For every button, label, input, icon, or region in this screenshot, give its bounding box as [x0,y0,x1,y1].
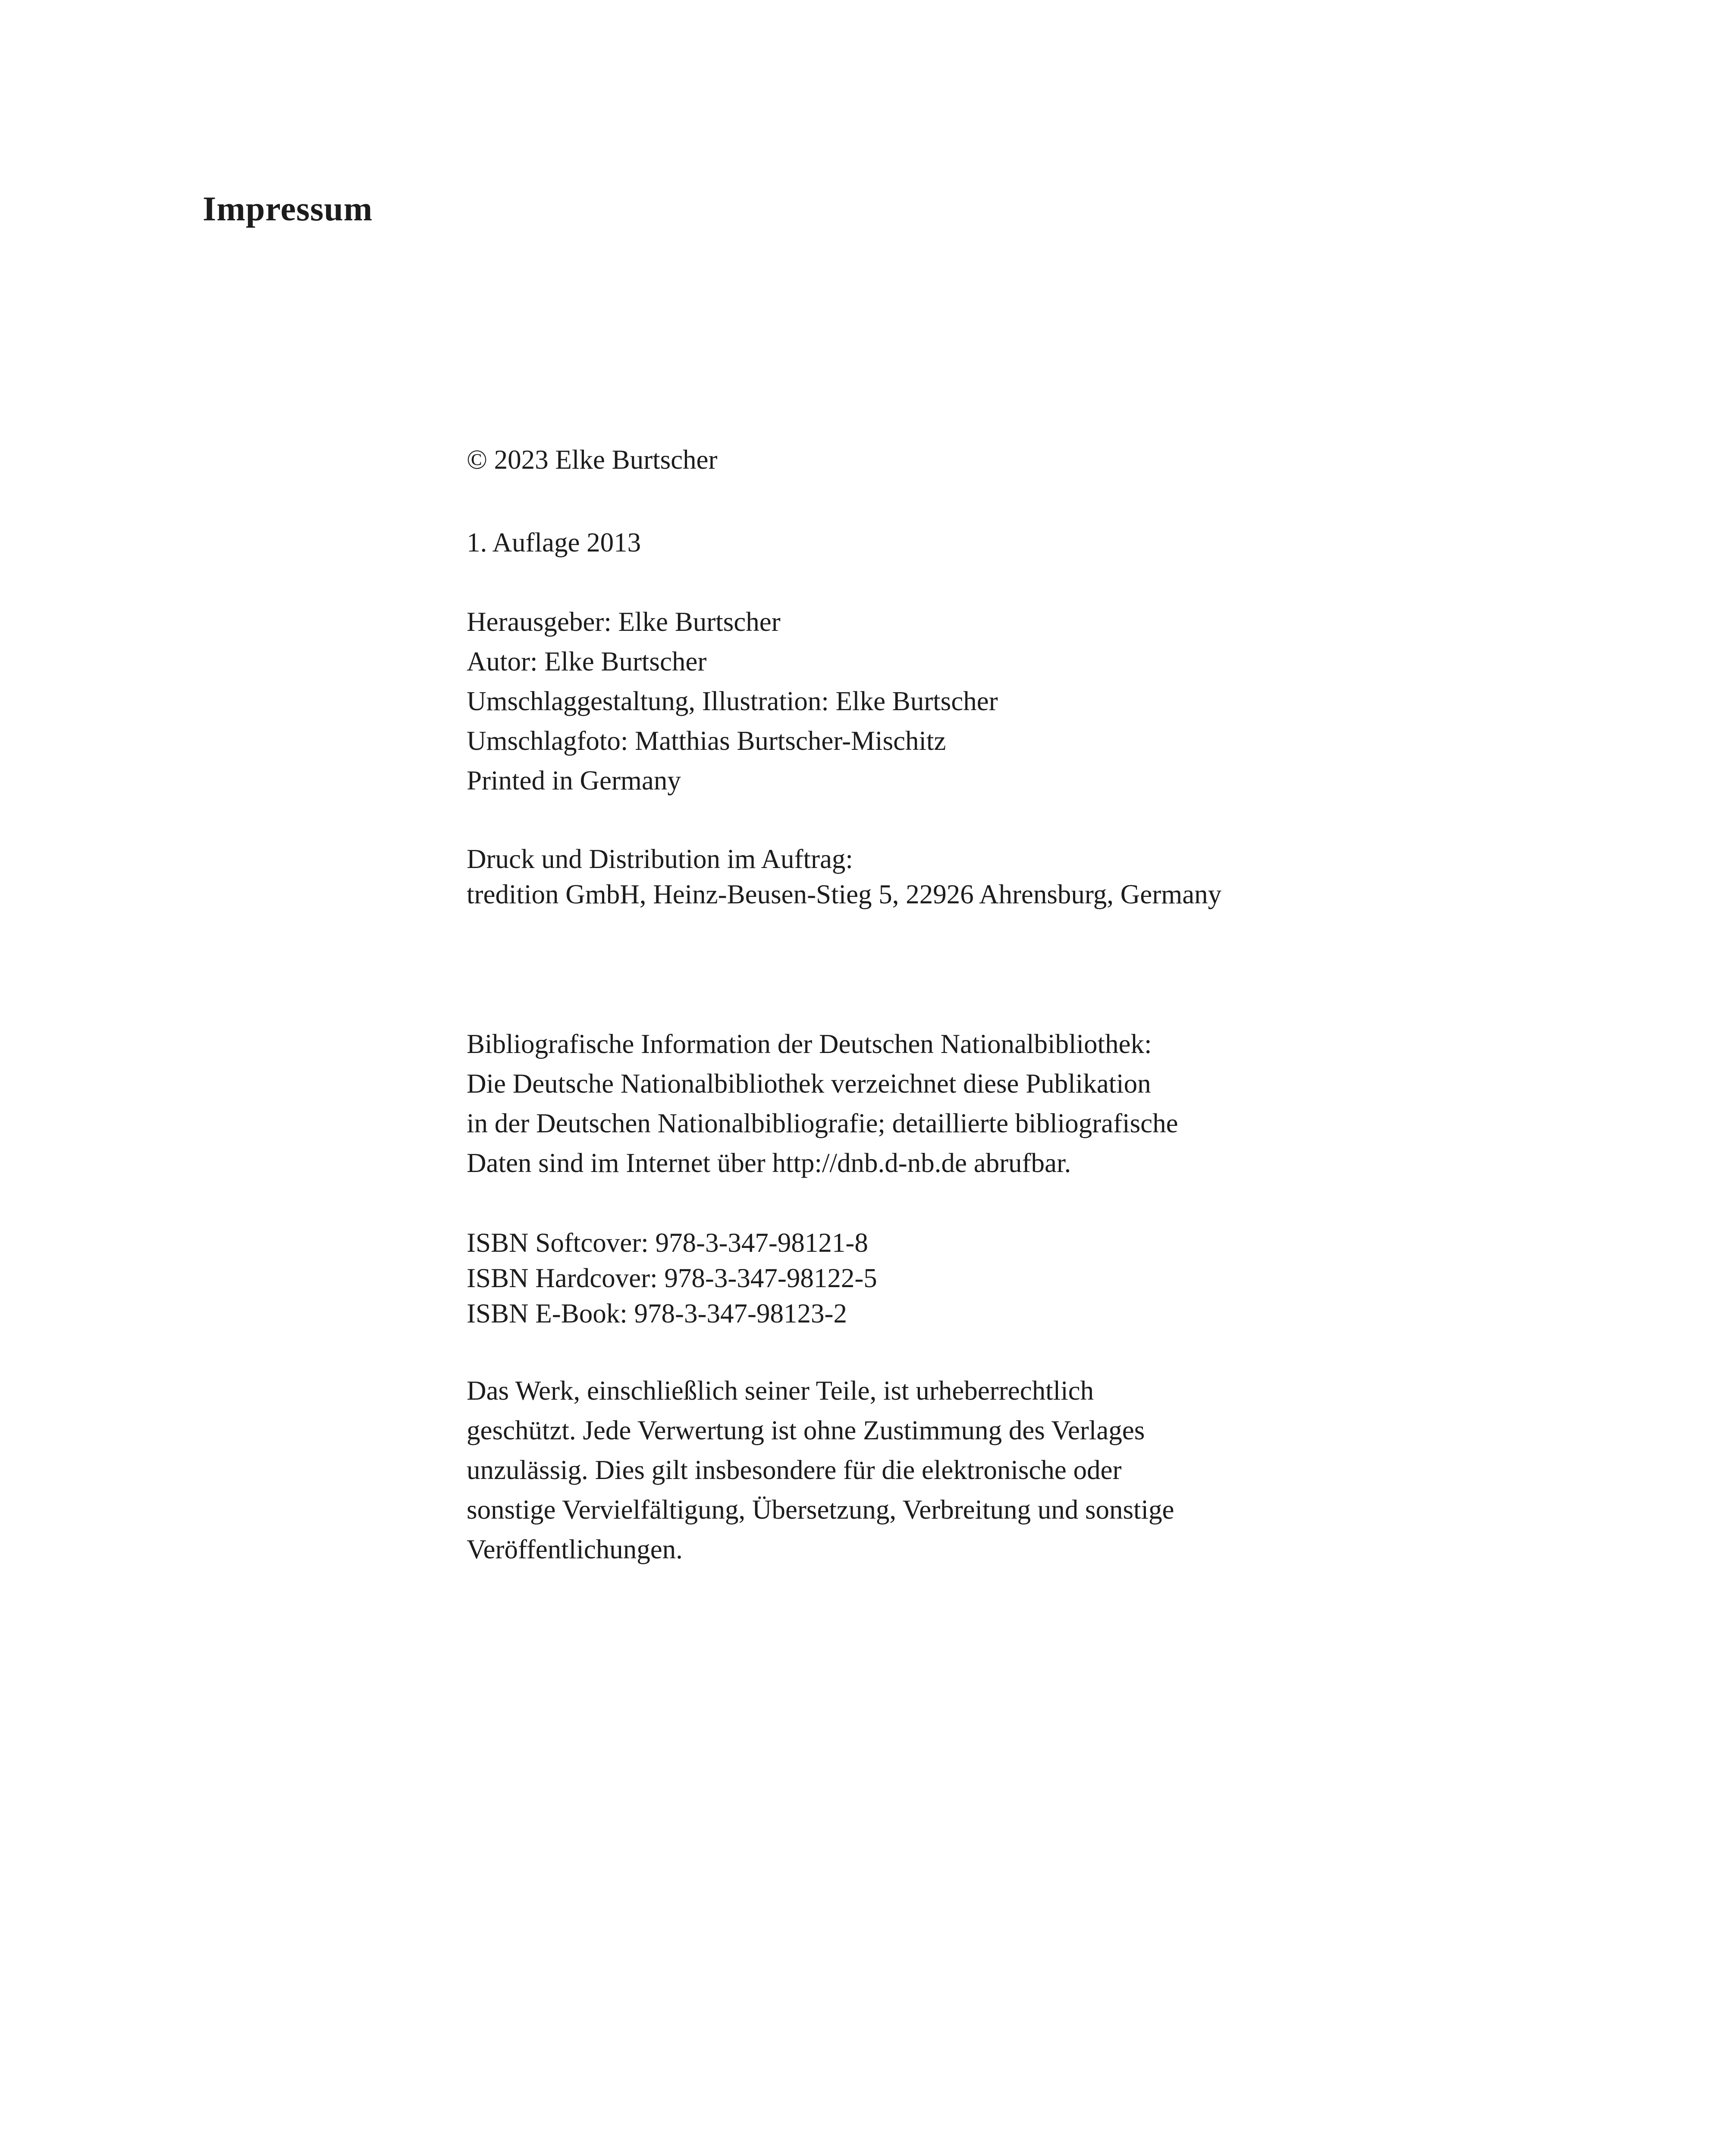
edition-notice [467,523,1588,562]
isbn-hardcover: ISBN Hardcover: 978-3-347-98122-5 [467,1263,877,1293]
rights-line: Das Werk, einschließlich seiner Teile, ist urheberrechtlich [467,1376,1094,1406]
isbn-list [467,1225,1588,1331]
print-distribution-block [467,839,1588,914]
imprint-content [467,440,1588,1569]
copyright-line: © 2023 Elke Burtscher [467,445,718,475]
print-distribution-address: tredition GmbH, Heinz-Beusen-Stieg 5, 22926 Ahrensburg, Germany [467,879,1222,909]
credit-cover-design: Umschlaggestaltung, Illustration: Elke Burtscher [467,686,998,716]
credit-publisher: Herausgeber: Elke Burtscher [467,607,781,637]
bibliographic-information [467,1024,1588,1183]
rights-line: sonstige Vervielfältigung, Übersetzung, Verbreitung und sonstige [467,1495,1174,1525]
bibliographic-line: Daten sind im Internet über http://dnb.d-nb.de abrufbar. [467,1148,1071,1178]
credit-cover-photo: Umschlagfoto: Matthias Burtscher-Mischitz [467,726,946,756]
edition-line: 1. Auflage 2013 [467,527,641,558]
print-distribution-label: Druck und Distribution im Auftrag: [467,844,853,874]
isbn-softcover: ISBN Softcover: 978-3-347-98121-8 [467,1228,868,1258]
bibliographic-line: Die Deutsche Nationalbibliothek verzeichnet diese Publikation [467,1069,1151,1099]
rights-line: geschützt. Jede Verwertung ist ohne Zustimmung des Verlages [467,1415,1145,1445]
credits-block [467,602,1588,800]
copyright-rights-notice [467,1371,1588,1569]
rights-line: Veröffentlichungen. [467,1534,683,1564]
bibliographic-line: Bibliografische Information der Deutschen Nationalbibliothek: [467,1029,1152,1059]
isbn-ebook: ISBN E-Book: 978-3-347-98123-2 [467,1298,847,1329]
bibliographic-line: in der Deutschen Nationalbibliografie; detaillierte bibliografische [467,1108,1178,1138]
credit-printed-in: Printed in Germany [467,765,681,796]
credit-author: Autor: Elke Burtscher [467,646,707,677]
rights-line: unzulässig. Dies gilt insbesondere für die elektronische oder [467,1455,1122,1485]
copyright-notice [467,440,1588,479]
page-title: Impressum [203,190,373,228]
